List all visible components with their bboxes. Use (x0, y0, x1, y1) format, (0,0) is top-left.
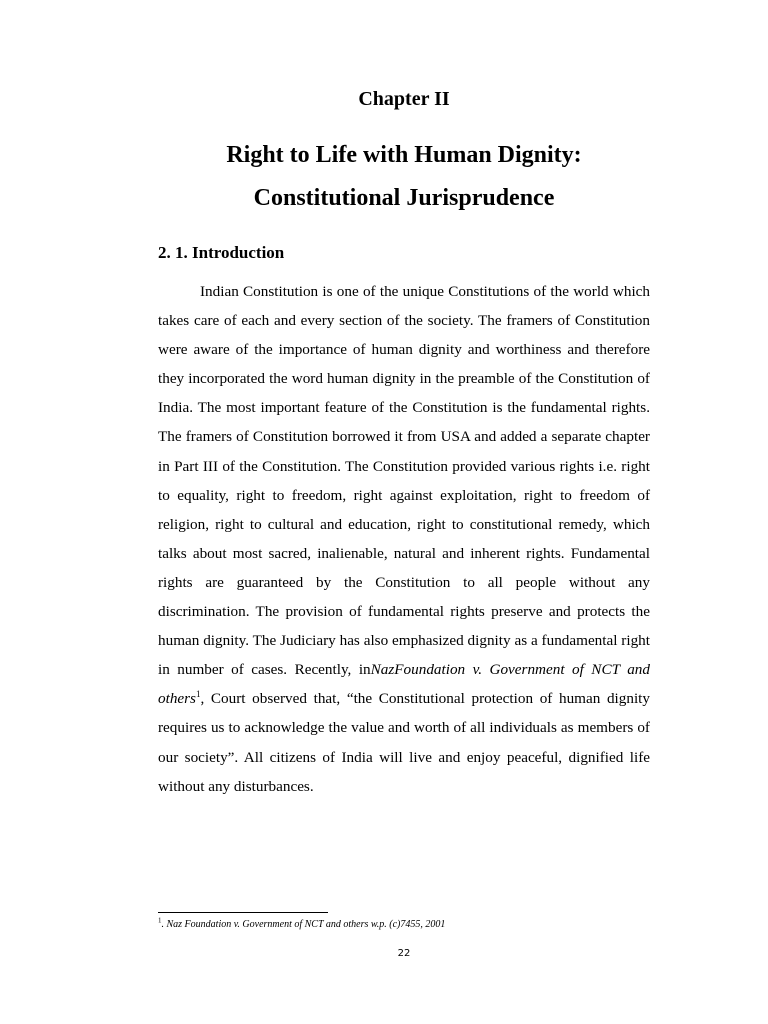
section-heading: 2. 1. Introduction (158, 243, 285, 262)
chapter-label: Chapter II (358, 88, 450, 110)
footnote (158, 916, 446, 930)
paragraph-text-before-case: Indian Constitution is one of the unique Constitutions of the world which takes care of each and every section of the society. The framers of Constitution were aware of the importance of human dignity and worthiness and therefore they incorporated the word human dignity in the preamble of the Constitution of India. The most important feature of the Constitution is the fundamental rights. The framers of Constitution borrowed it from USA and added a separate chapter in Part III of the Constitution. The Constitution provided various rights i.e. right to equality, right to freedom, right against exploitation, right to freedom of religion, right to cultural and education, right to constitutional remedy, which talks about most sacred, inalienable, natural and inherent rights. Fundamental rights are guaranteed by the Constitution to all people without any discrimination. The provision of fundamental rights preserve and protects the human dignity. The Judiciary has also emphasized dignity as a fundamental right in number of cases. Recently, in (158, 283, 650, 679)
paragraph-text-after-case: , Court observed that, “the Constitutional protection of human dignity requires us to acknowledge the value and worth of all individuals as members of our society”. All citizens of India will live and enjoy peaceful, dignified life without any disturbances. (158, 690, 650, 795)
case-name: NazFoundation v. Government of NCT and others (158, 661, 650, 708)
footnote-text: . Naz Foundation v. Government of NCT and others w.p. (c)7455, 2001 (161, 919, 446, 930)
chapter-title-line-1: Right to Life with Human Dignity: (226, 142, 582, 168)
footnote-reference[interactable]: 1 (195, 689, 201, 700)
chapter-title-line-2: Constitutional Jurisprudence (253, 185, 555, 211)
page-number: 22 (397, 948, 411, 959)
footnote-divider (158, 912, 328, 913)
body-paragraph (158, 277, 650, 801)
footnote-marker: 1 (158, 916, 162, 925)
